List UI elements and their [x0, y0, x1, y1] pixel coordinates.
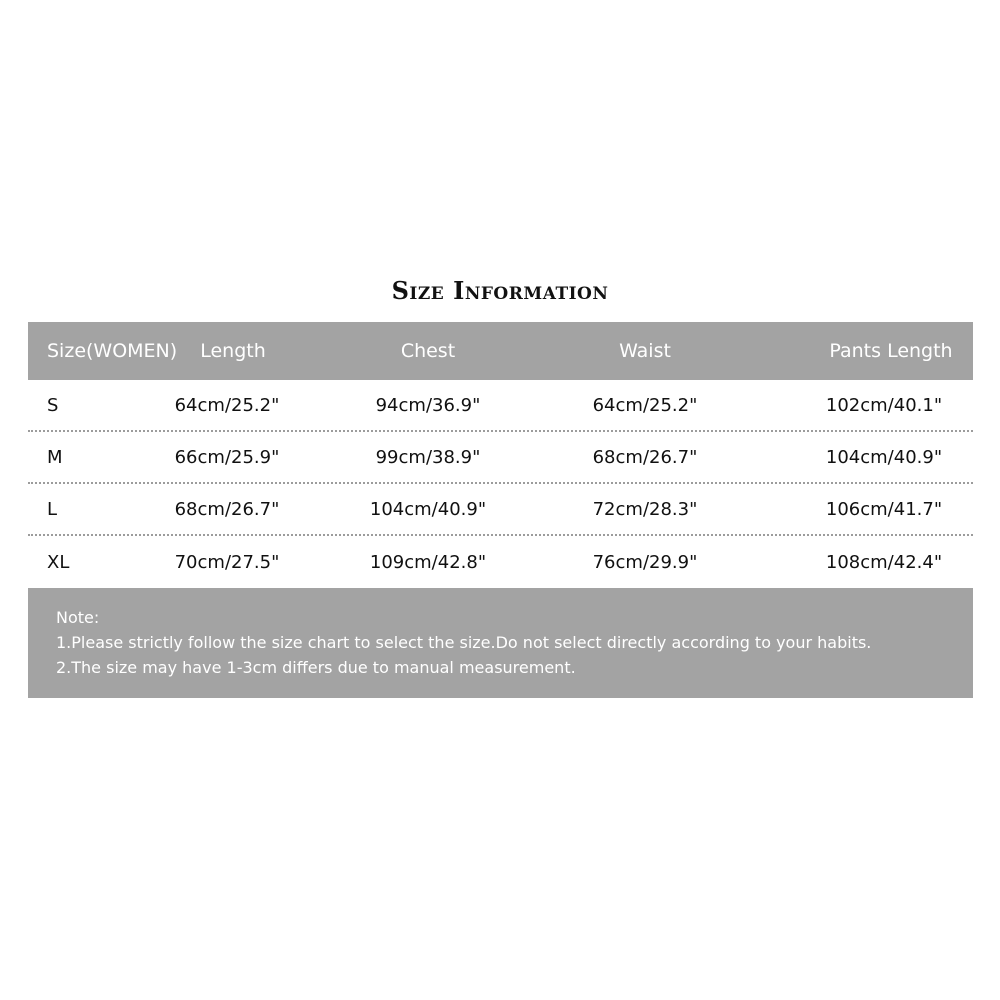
table-cell: 109cm/42.8" [369, 551, 487, 573]
table-header [28, 322, 973, 380]
table-cell: 64cm/25.2" [592, 394, 698, 416]
table-cell: 104cm/40.9" [825, 446, 943, 468]
header-pants-length: Pants Length [829, 340, 953, 362]
header-waist: Waist [619, 340, 671, 362]
table-cell: 99cm/38.9" [375, 446, 481, 468]
note-box [28, 588, 973, 698]
table-cell: 64cm/25.2" [174, 394, 280, 416]
table-cell: 94cm/36.9" [375, 394, 481, 416]
note-heading: Note: [56, 608, 100, 627]
table-row [28, 380, 973, 432]
note-line: 1.Please strictly follow the size chart to select the size.Do not select directly according to your habits. [56, 633, 872, 652]
table-cell: S [47, 394, 59, 416]
table-cell: 108cm/42.4" [825, 551, 943, 573]
table-row [28, 432, 973, 484]
table-cell: 106cm/41.7" [825, 498, 943, 520]
table-cell: 66cm/25.9" [174, 446, 280, 468]
table-cell: 76cm/29.9" [592, 551, 698, 573]
table-cell: L [47, 498, 58, 520]
header-size: Size(WOMEN) [47, 340, 178, 362]
size-table [28, 322, 973, 588]
page-title: Size Information [391, 276, 609, 305]
table-row [28, 536, 973, 588]
table-cell: 68cm/26.7" [592, 446, 698, 468]
table-row [28, 484, 973, 536]
table-cell: 70cm/27.5" [174, 551, 280, 573]
note-line: 2.The size may have 1-3cm differs due to manual measurement. [56, 658, 576, 677]
header-chest: Chest [400, 340, 456, 362]
table-cell: 104cm/40.9" [369, 498, 487, 520]
table-cell: 68cm/26.7" [174, 498, 280, 520]
table-cell: 102cm/40.1" [825, 394, 943, 416]
table-cell: XL [47, 551, 70, 573]
header-length: Length [200, 340, 266, 362]
table-cell: M [47, 446, 63, 468]
table-cell: 72cm/28.3" [592, 498, 698, 520]
